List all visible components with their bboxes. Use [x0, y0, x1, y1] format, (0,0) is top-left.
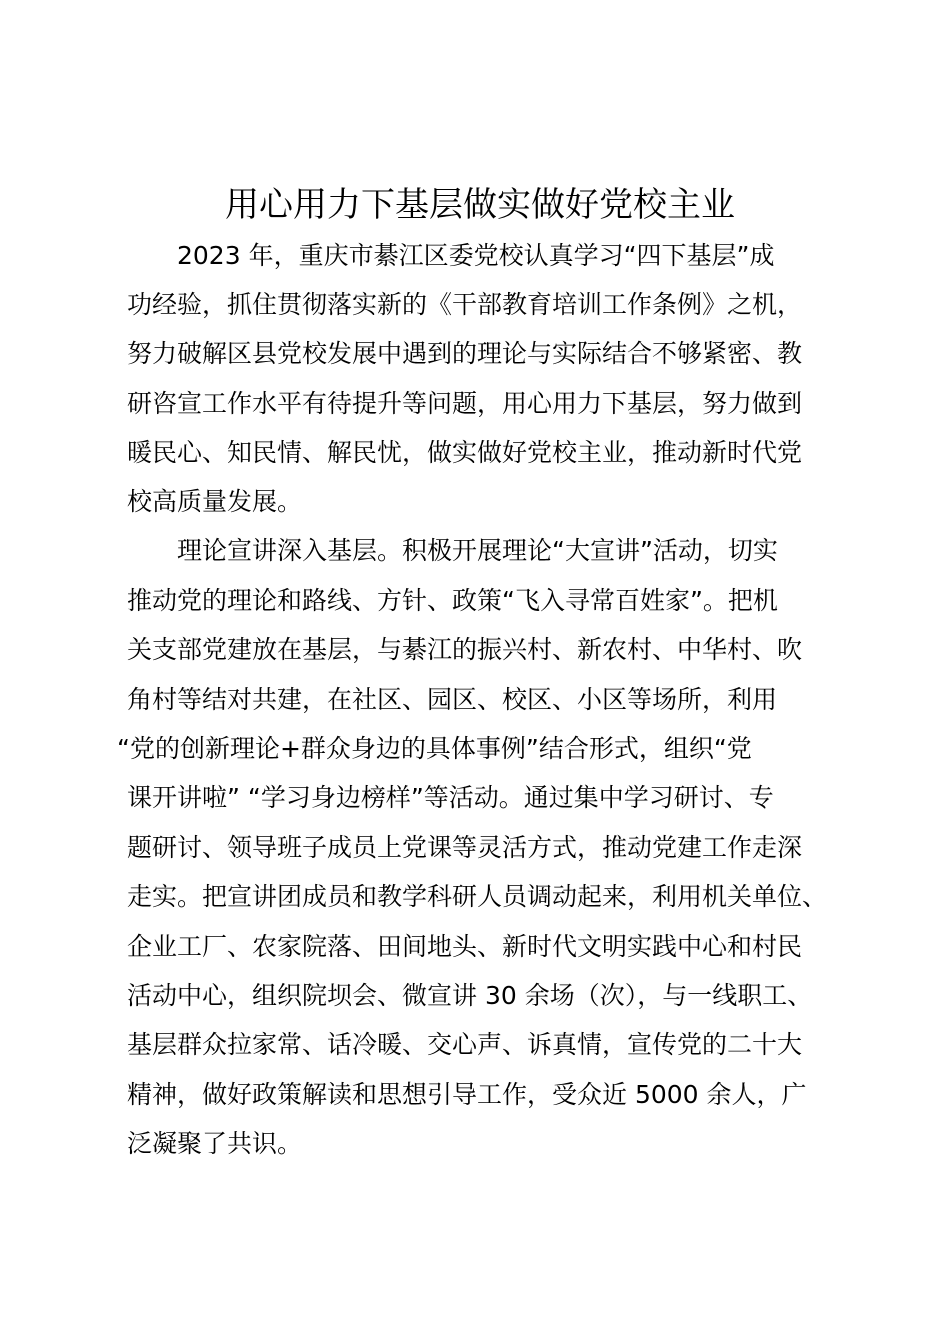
paragraph-1-line-5: 暖民心、知民情、解民忧，做实做好党校主业，推动新时代党: [127, 438, 803, 467]
paragraph-2-line-1: 理论宣讲深入基层。积极开展理论“大宣讲”活动，切实: [177, 536, 778, 565]
paragraph-1-line-2: 功经验，抓住贯彻落实新的《干部教育培训工作条例》之机，: [127, 290, 803, 319]
paragraph-2-line-2: 推动党的理论和路线、方针、政策“飞入寻常百姓家”。把机: [127, 586, 778, 615]
paragraph-2-line-3: 关支部党建放在基层，与綦江的振兴村、新农村、中华村、吹: [127, 635, 803, 664]
paragraph-2-line-8: 走实。把宣讲团成员和教学科研人员调动起来，利用机关单位、: [127, 882, 828, 911]
paragraph-1-line-3: 努力破解区县党校发展中遇到的理论与实际结合不够紧密、教: [127, 339, 803, 368]
paragraph-1-line-1: 2023 年，重庆市綦江区委党校认真学习“四下基层”成: [177, 241, 775, 270]
paragraph-2-line-5: “党的创新理论+群众身边的具体事例”结合形式，组织“党: [117, 734, 752, 763]
paragraph-2-line-9: 企业工厂、农家院落、田间地头、新时代文明实践中心和村民: [127, 932, 803, 961]
document-title: 用心用力下基层做实做好党校主业: [225, 185, 735, 225]
paragraph-2-line-11: 基层群众拉家常、话冷暖、交心声、诉真情，宣传党的二十大: [127, 1030, 803, 1059]
paragraph-1-line-6: 校高质量发展。: [127, 487, 303, 516]
paragraph-2-line-13: 泛凝聚了共识。: [127, 1129, 303, 1158]
paragraph-2-line-12: 精神，做好政策解读和思想引导工作，受众近 5000 余人，广: [127, 1080, 807, 1109]
paragraph-1-line-4: 研咨宣工作水平有待提升等问题，用心用力下基层，努力做到: [127, 389, 803, 418]
paragraph-2-line-10: 活动中心，组织院坝会、微宣讲 30 余场（次），与一线职工、: [127, 981, 813, 1010]
paragraph-2-line-6: 课开讲啦” “学习身边榜样”等活动。通过集中学习研讨、专: [127, 783, 774, 812]
paragraph-2-line-4: 角村等结对共建，在社区、园区、校区、小区等场所，利用: [127, 685, 778, 714]
paragraph-2-line-7: 题研讨、领导班子成员上党课等灵活方式，推动党建工作走深: [127, 833, 803, 862]
